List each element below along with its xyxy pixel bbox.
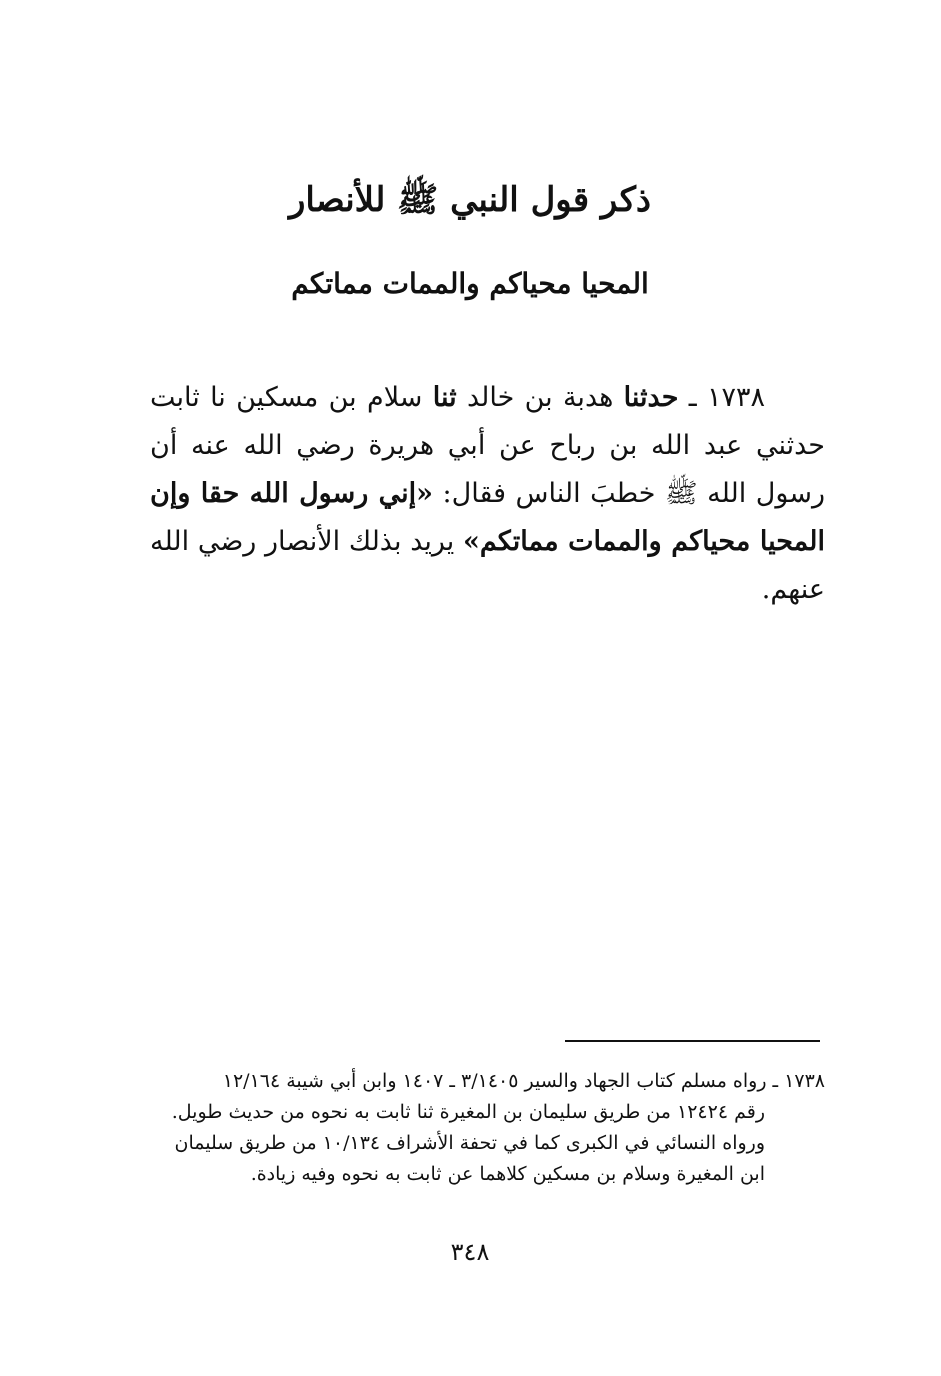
narration-lead: حدثنا (623, 382, 679, 413)
hadith-opening (624, 382, 825, 413)
chapter-subtitle: المحيا محياكم والممات مماتكم (291, 267, 649, 300)
footnote-divider (565, 1040, 820, 1042)
footnote-line: ورواه النسائي في الكبرى كما في تحفة الأشراف ١٠/١٣٤ من طريق سليمان (174, 1132, 765, 1154)
footnote (145, 1066, 825, 1190)
narration-text-1: هدبة بن خالد (456, 382, 624, 413)
hadith-number: ١٧٣٨ (706, 382, 765, 413)
footnote-line: رقم ١٢٤٢٤ من طريق سليمان بن المغيرة ثنا ثابت به نحوه من حديث طويل. (171, 1101, 765, 1123)
page-number: ٣٤٨ (450, 1238, 490, 1266)
narration-text-3: يريد بذلك الأنصار رضي الله عنهم. (150, 526, 825, 605)
footnote-line: ١٧٣٨ ـ رواه مسلم كتاب الجهاد والسير ٣/١٤٠٥ ـ ١٤٠٧ وابن أبي شيبة ١٢/١٦٤ (222, 1070, 825, 1092)
narration-text-2: سلام بن مسكين نا ثابت حدثني عبد الله بن رباح عن أبي هريرة رضي الله عنه أن رسول الله ﷺ خطبَ الناس فقال: (150, 382, 825, 509)
chapter-title: ذكر قول النبي ﷺ للأنصار (288, 180, 652, 220)
narration-lead-2: ثنا (432, 382, 457, 413)
hadith-separator: ـ (678, 382, 707, 413)
hadith-paragraph (150, 374, 825, 614)
footnote-line: ابن المغيرة وسلام بن مسكين كلاهما عن ثابت به نحوه وفيه زيادة. (250, 1163, 765, 1185)
prophetic-quote: «إني رسول الله حقا وإن المحيا محياكم والممات مماتكم» (150, 478, 825, 557)
